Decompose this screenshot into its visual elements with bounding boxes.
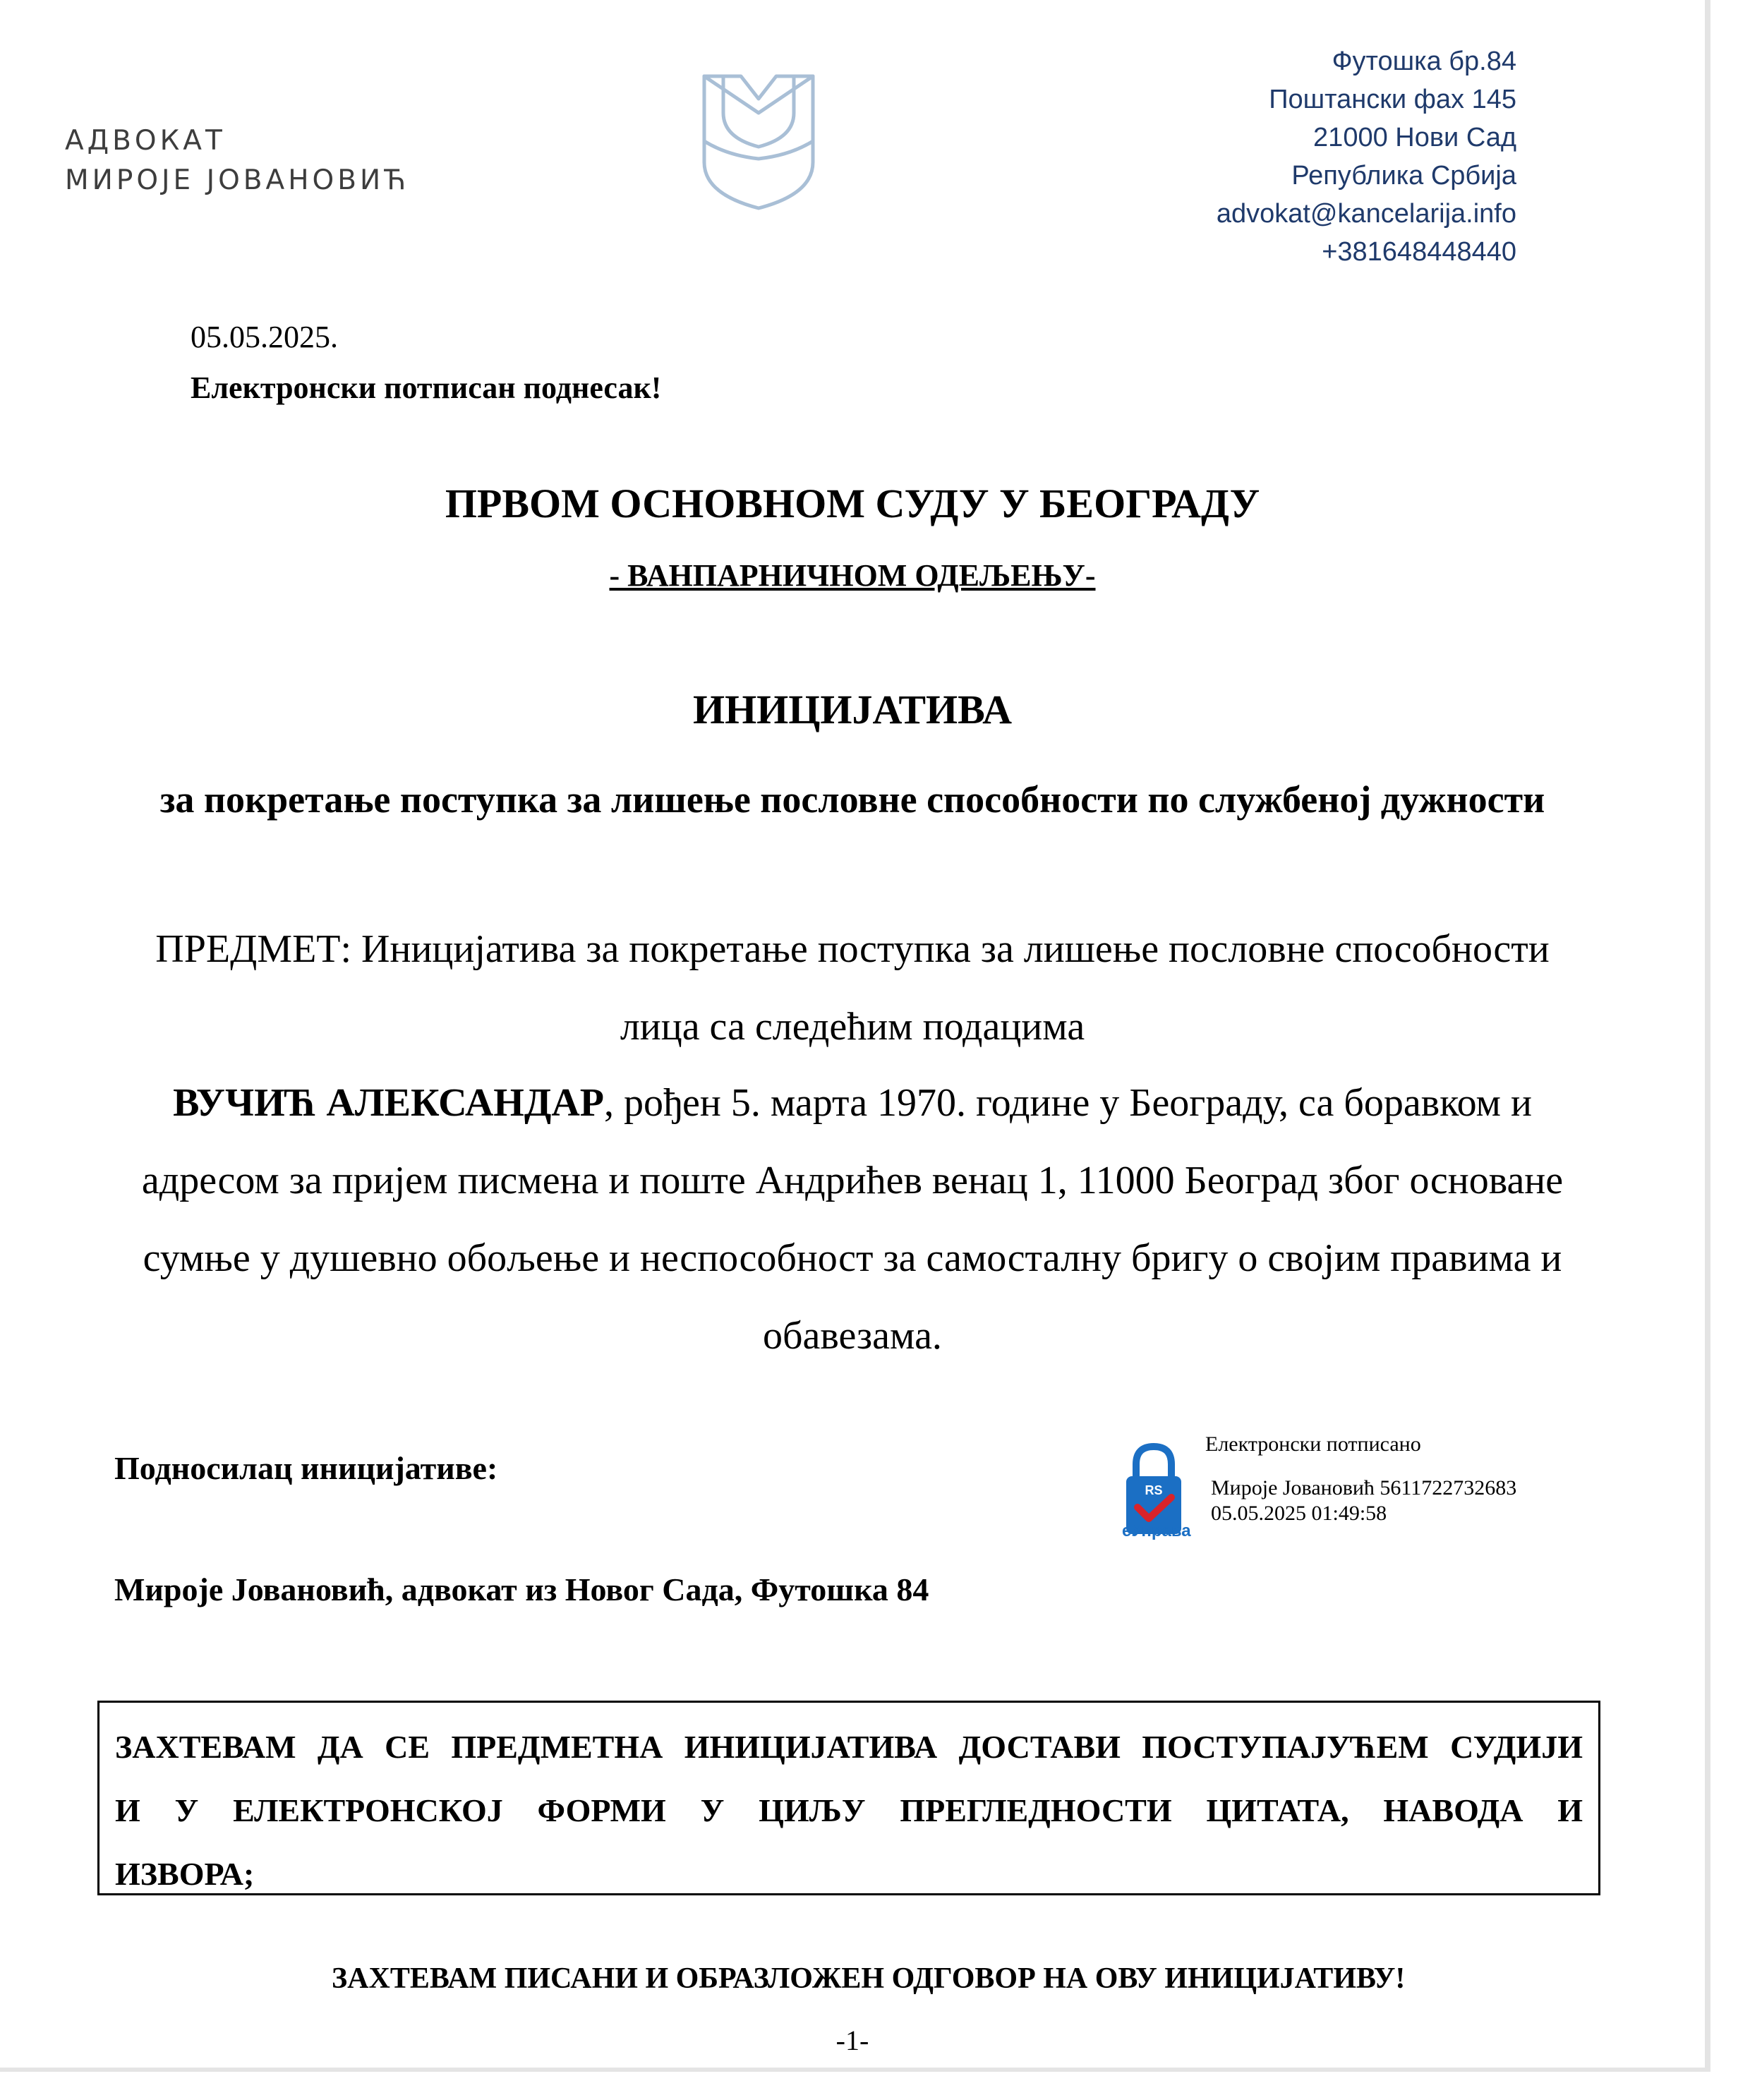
person-name: ВУЧИЋ АЛЕКСАНДАР: [173, 1081, 604, 1125]
submitter-name: Мироје Јовановић, адвокат из Новог Сада, Футошка 84: [114, 1571, 929, 1607]
signature-name-id: Мироје Јовановић 5611722732683: [1211, 1476, 1517, 1499]
esigned-note: Електронски потписан поднесак!: [191, 370, 662, 405]
person-paragraph: [0, 1064, 1705, 1375]
signature-label: Електронски потписано: [1205, 1432, 1421, 1456]
document-subtitle: за покретање поступка за лишење пословне способности по службеној дужности: [159, 778, 1545, 821]
page-edge-right: [1705, 0, 1710, 2068]
court-addressee: ПРВОМ ОСНОВНОМ СУДУ У БЕОГРАДУ: [445, 481, 1260, 526]
contact-email[interactable]: advokat@kancelarija.info: [1216, 199, 1516, 229]
request-box: ЗАХТЕВАМ ДА СЕ ПРЕДМЕТНА ИНИЦИЈАТИВА ДОСТАВИ ПОСТУПАЈУЋЕМ СУДИЈИ И У ЕЛЕКТРОНСКОЈ ФОРМИ У ЦИЉУ ПРЕГЛЕДНОСТИ ЦИТАТА, НАВОДА И ИЗВОРА;: [97, 1701, 1600, 1895]
document-subject: ПРЕДМЕТ: Иницијатива за покретање поступка за лишење пословне способности лица са следећим подацима: [155, 927, 1550, 1049]
person-details: , рођен 5. марта 1970. године у Београду, са боравком и адресом за пријем писмена и поште Андрићев венац 1, 11000 Београд због основане сумње у душевно обољење и неспособност за самосталну бригу о својим правима и обавезама.: [141, 1081, 1564, 1358]
contact-city: 21000 Нови Сад: [1313, 123, 1516, 152]
submitter-label: Подносилац иницијативе:: [114, 1450, 498, 1486]
contact-phone[interactable]: +381648448440: [1322, 237, 1516, 267]
contact-po-box: Поштански фах 145: [1269, 85, 1516, 114]
page-number: -1-: [835, 2024, 869, 2056]
document-date: 05.05.2025.: [191, 320, 338, 354]
letterhead-name: [65, 121, 409, 200]
signature-timestamp: 05.05.2025 01:49:58: [1211, 1502, 1387, 1525]
lock-rs-text: RS: [1145, 1483, 1163, 1497]
contact-street: Футошка бр.84: [1332, 47, 1516, 76]
contact-block: [1217, 42, 1516, 271]
shield-monogram-icon: [699, 71, 819, 212]
document-title: ИНИЦИЈАТИВА: [692, 687, 1013, 732]
court-department: - ВАНПАРНИЧНОМ ОДЕЉЕЊУ-: [609, 558, 1096, 593]
signature-brand: еУправа: [1122, 1521, 1191, 1540]
letterhead-lawyer-name: МИРОЈЕ ЈОВАНОВИЋ: [65, 164, 409, 196]
final-request: ЗАХТЕВАМ ПИСАНИ И ОБРАЗЛОЖЕН ОДГОВОР НА ОВУ ИНИЦИЈАТИВУ!: [332, 1962, 1406, 1995]
contact-country: Република Србија: [1291, 161, 1516, 191]
electronic-signature: [1122, 1425, 1538, 1552]
page-edge-bottom: [0, 2068, 1710, 2072]
letterhead-title: АДВОКАТ: [65, 125, 226, 157]
